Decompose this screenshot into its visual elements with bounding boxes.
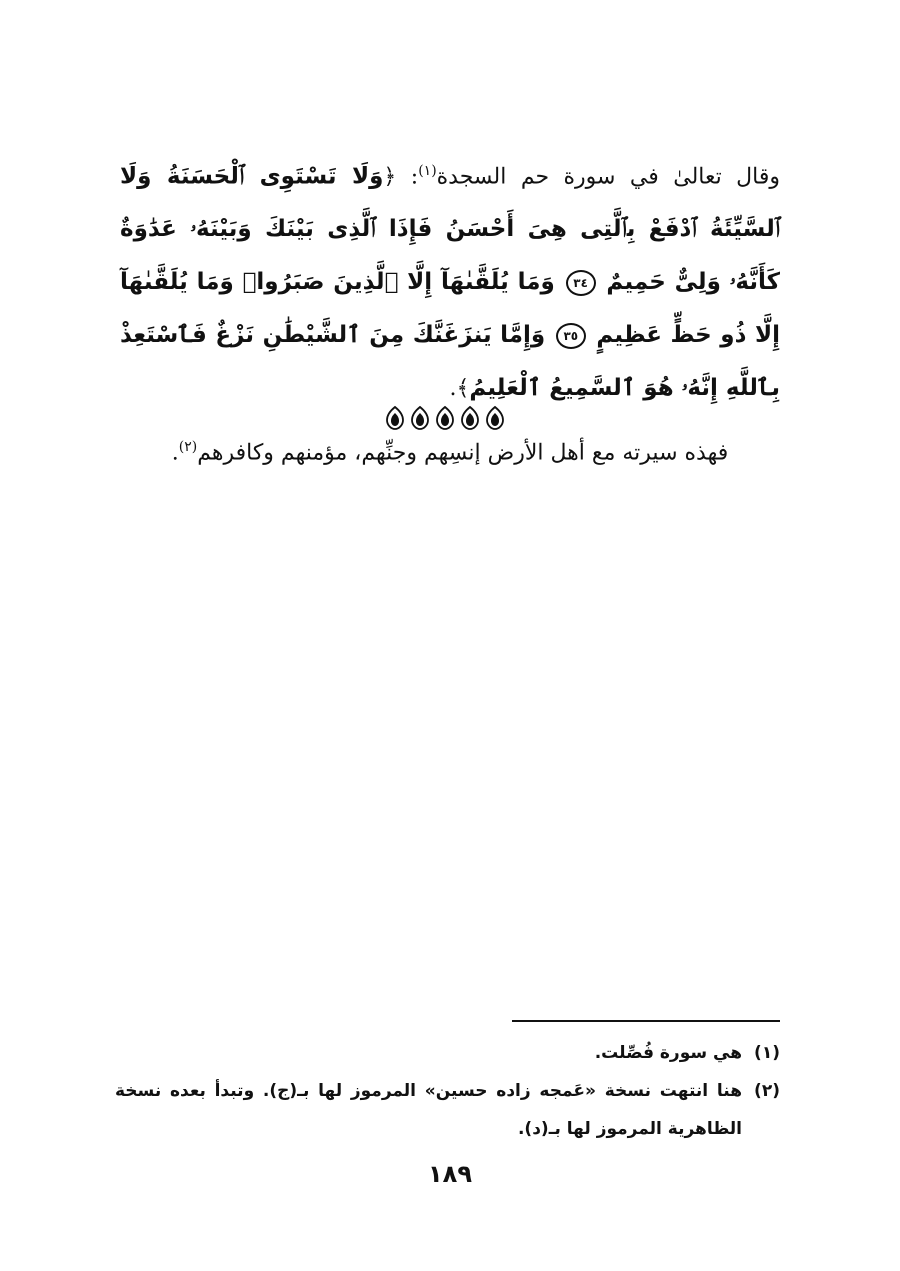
quran-open-bracket: ﴿ [383,164,397,190]
ayah-marker-35: ٣٥ [556,323,586,349]
ornament-motif-icon [484,405,506,431]
ornament-motif-icon [384,405,406,431]
section-divider-ornament-icon [380,405,510,435]
footnote-ref-2[interactable]: (٢) [178,439,198,456]
footnotes-section [115,1034,780,1148]
footnote-2 [115,1072,780,1148]
footnote-number: (١) [754,1043,780,1063]
footnote-text: هنا انتهت نسخة «عَمجه زاده حسين» المرموز لها بـ(ج). وتبدأ بعده نسخة الظاهرية المرموز لها بـ(د). [115,1081,742,1139]
intro-text: وقال تعالىٰ في سورة حم السجدة [436,164,780,190]
footnote-1 [115,1034,780,1072]
quran-verse-part3: وَإِمَّا يَنزَغَنَّكَ مِنَ ٱلشَّيْطَٰنِ نَزْغٌ فَٱسْتَعِذْ بِٱللَّهِ إِنَّهُۥ هُوَ ٱلسَّمِيعُ ٱلْعَلِيمُ [120,322,780,402]
paragraph-quran-quote [120,145,780,415]
footnote-text: هي سورة فُصِّلت. [594,1043,742,1063]
sentence-end: . [449,376,457,402]
footnote-separator-line [512,1020,780,1022]
footnote-ref-1[interactable]: (١) [418,163,437,179]
ornament-motif-icon [409,405,431,431]
conclusion-end: . [171,440,179,466]
quran-close-bracket: ﴾ [456,376,470,402]
footnote-number: (٢) [754,1081,780,1101]
quran-verse-part2: وَمَا يُلَقَّىٰهَآ إِلَّا ٱلَّذِينَ صَبَرُوا۟ وَمَا يُلَقَّىٰهَآ إِلَّا ذُو حَظٍّ عَظِيمٍ [120,269,780,349]
ornament-motif-icon [434,405,456,431]
ayah-marker-34: ٣٤ [566,270,596,296]
conclusion-text: فهذه سيرته مع أهل الأرض إنسِهم وجنِّهم، مؤمنهم وكافرهم [197,440,729,466]
page-number: ١٨٩ [428,1160,472,1188]
colon: : [410,164,419,190]
ornament-motif-icon [459,405,481,431]
quran-verse-part1: وَلَا تَسْتَوِى ٱلْحَسَنَةُ وَلَا ٱلسَّيِّئَةُ ٱدْفَعْ بِٱلَّتِى هِىَ أَحْسَنُ فَإِذَا ٱلَّذِى بَيْنَكَ وَبَيْنَهُۥ عَدَٰوَةٌ كَأَنَّهُۥ وَلِىٌّ حَمِيمٌ [120,163,781,296]
